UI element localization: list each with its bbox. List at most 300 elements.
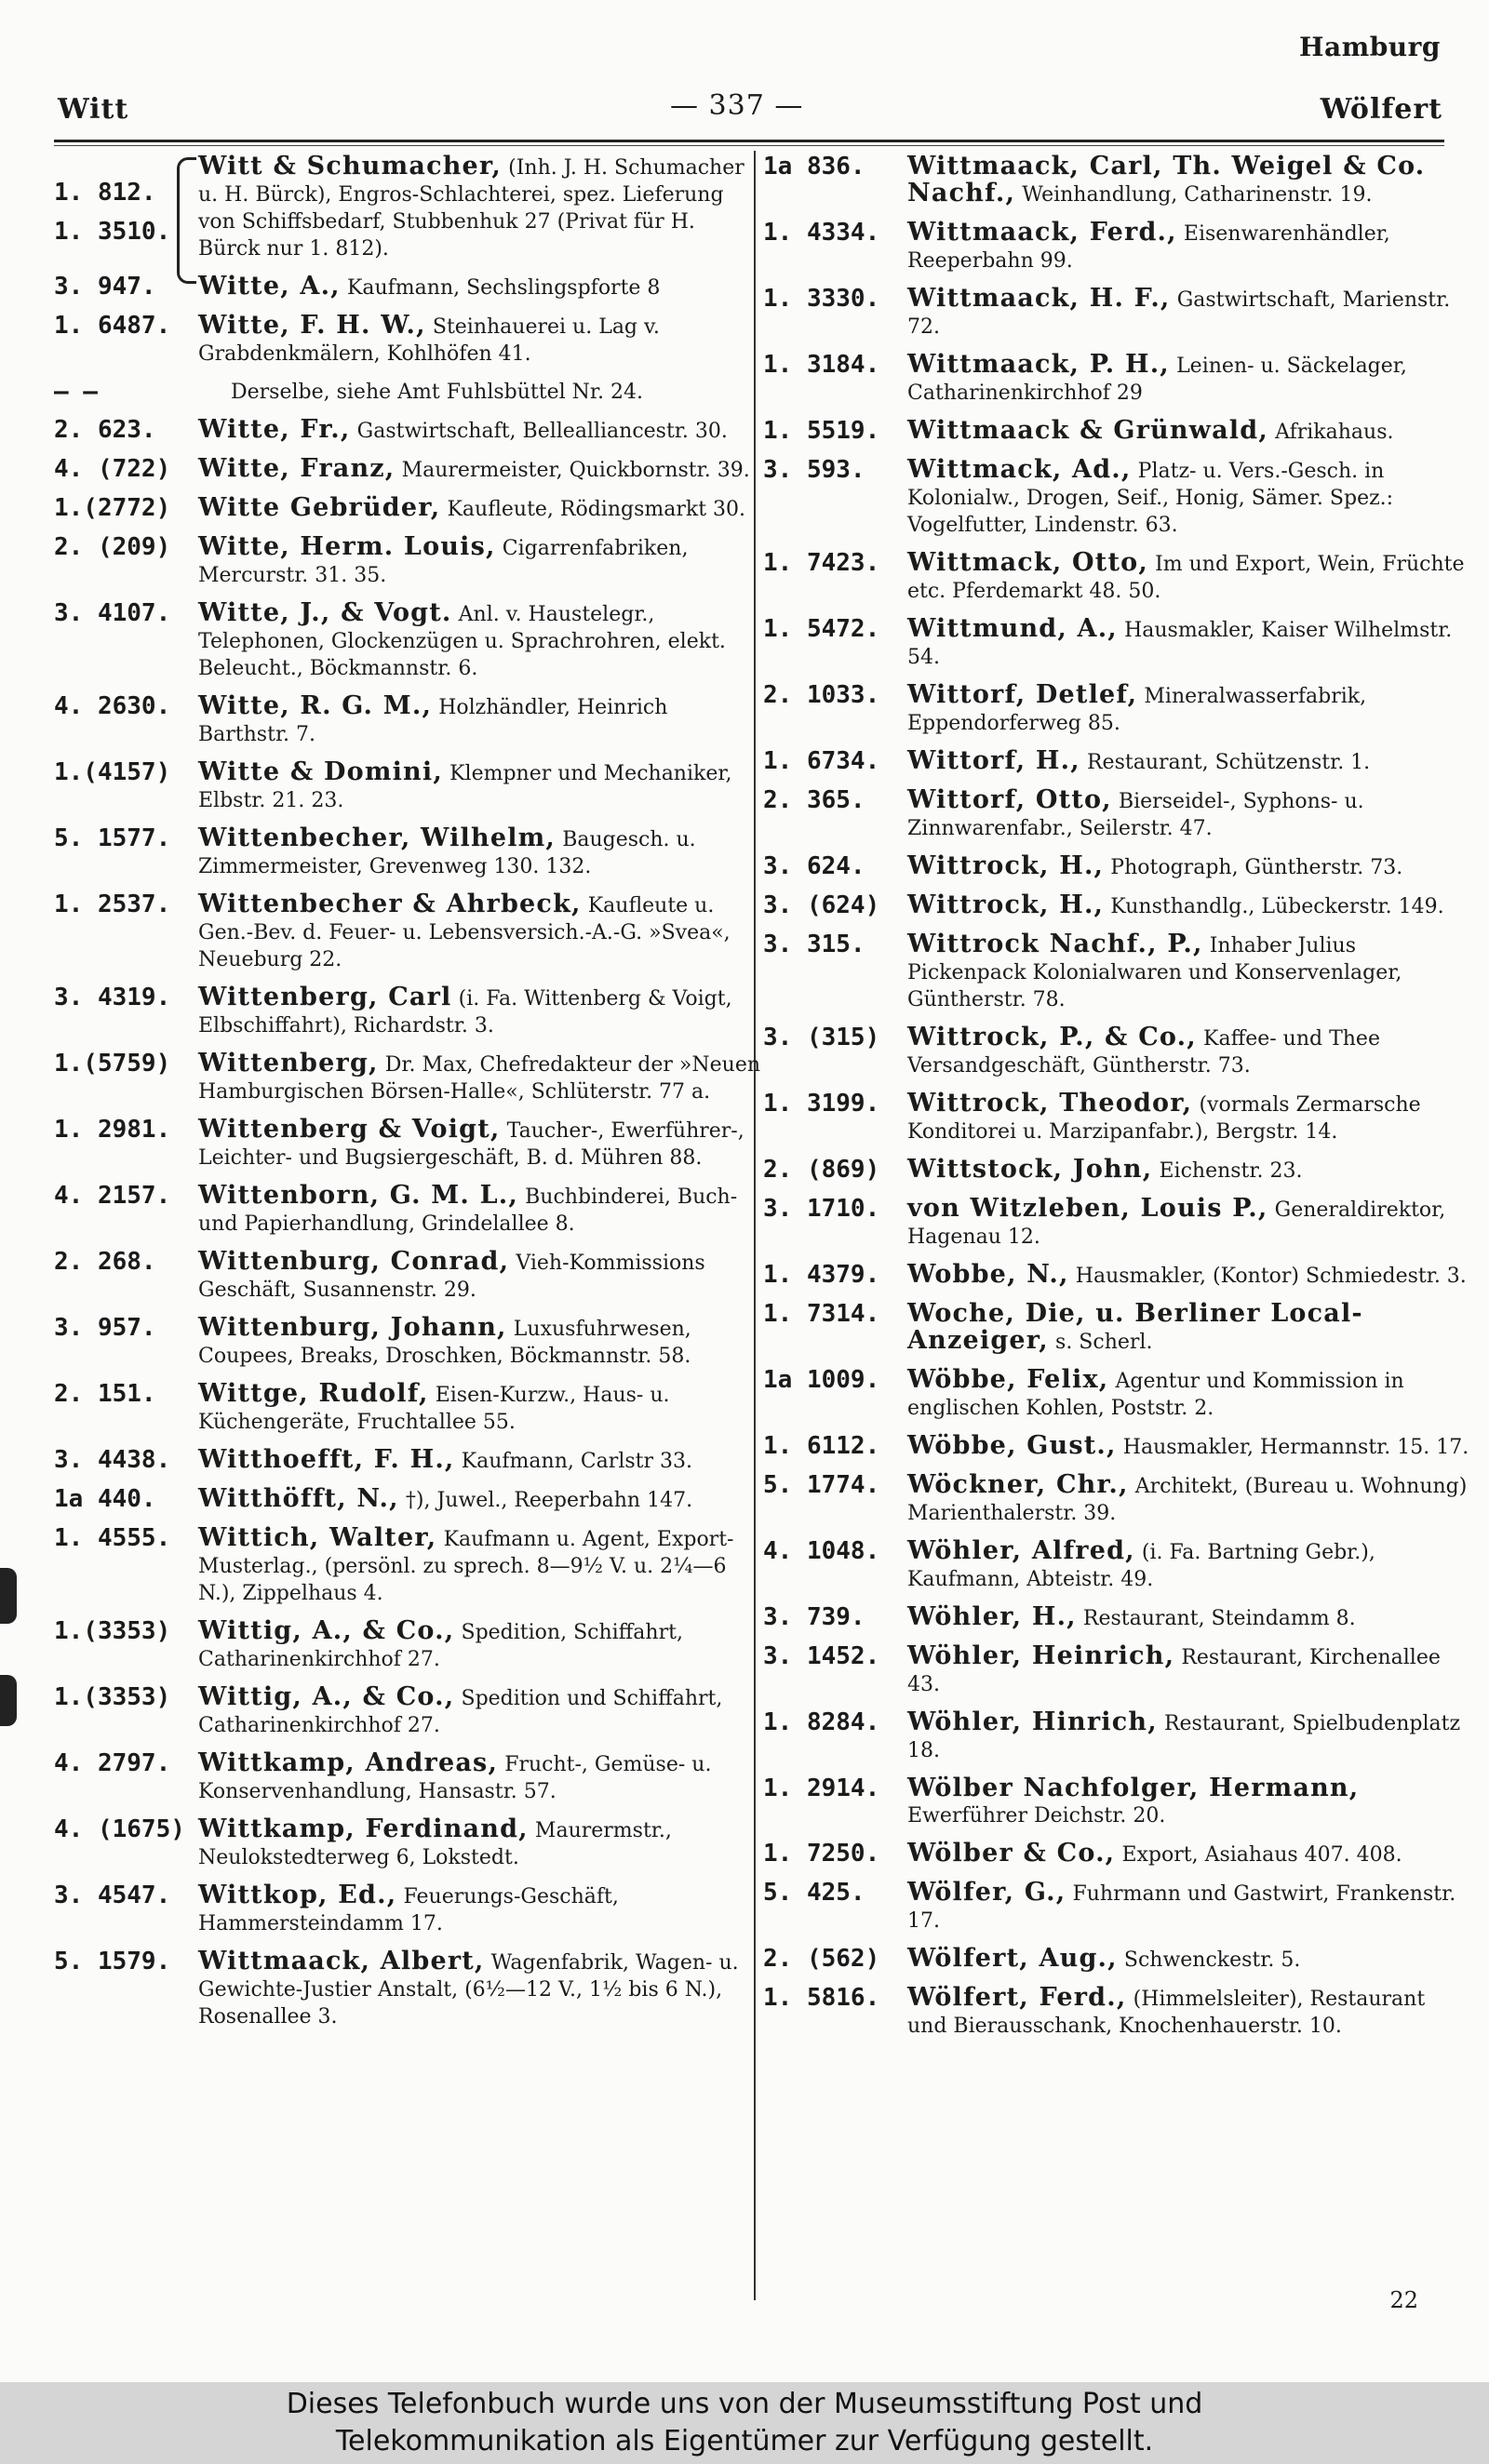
- subscriber-name: Wittge, Rudolf,: [198, 1379, 429, 1408]
- entry-text: [198, 417, 761, 445]
- entry-text: [198, 495, 761, 523]
- directory-entry: [54, 1447, 761, 1475]
- subscriber-name: Wittig, A., & Co.,: [198, 1616, 455, 1645]
- subscriber-details: Kaufmann, Sechslingspforte 8: [346, 276, 661, 300]
- directory-entry: [763, 418, 1470, 446]
- directory-entry: [54, 313, 761, 368]
- directory-entry: [763, 892, 1470, 920]
- subscriber-details: Luxusfuhrwesen, Coupees, Breaks, Droschken, Böckmannstr. 58.: [198, 1318, 691, 1368]
- directory-entry: [54, 1882, 761, 1937]
- directory-entry: [763, 682, 1470, 737]
- entry-text: [198, 154, 761, 262]
- phone-number: 4. 2630.: [54, 692, 171, 720]
- entry-text: [907, 1775, 1470, 1829]
- directory-entry: [54, 1816, 761, 1871]
- phone-number: 1. 8284.: [763, 1708, 880, 1736]
- subscriber-name: Wittrock, Theodor,: [907, 1089, 1193, 1118]
- phone-number: 5. 1577.: [54, 824, 171, 852]
- subscriber-name: Wittkamp, Andreas,: [198, 1748, 499, 1777]
- subscriber-name: Wittrock, H.,: [907, 891, 1105, 919]
- directory-entry: [54, 417, 761, 445]
- subscriber-details: (i. Fa. Bartning Gebr.), Kaufmann, Abteistr. 49.: [907, 1541, 1375, 1591]
- directory-entry: [763, 1709, 1470, 1764]
- subscriber-name: Wittmaack, Ferd.,: [907, 218, 1177, 247]
- directory-entry: [763, 352, 1470, 407]
- subscriber-name: Wittmaack, Albert,: [198, 1947, 485, 1975]
- phone-number: 1a 1009.: [763, 1366, 880, 1394]
- entry-text: [198, 1618, 761, 1673]
- subscriber-name: Wittorf, H.,: [907, 746, 1080, 775]
- phone-number: 1. 5519.: [763, 417, 880, 445]
- entry-text: [907, 1946, 1470, 1974]
- entry-text: [907, 1538, 1470, 1593]
- subscriber-name: Wöhler, Hinrich,: [907, 1707, 1158, 1736]
- entry-text: [907, 1709, 1470, 1764]
- directory-entry: [54, 1684, 761, 1739]
- right-column: [763, 154, 1470, 2051]
- phone-number: 1.(2772): [54, 494, 171, 522]
- subscriber-name: Wittrock Nachf., P.,: [907, 930, 1203, 958]
- brace-icon: [177, 157, 196, 284]
- entry-text: [907, 1262, 1470, 1290]
- subscriber-details: Kaufmann u. Agent, Export-Musterlag., (persönl. zu sprech. 8—9½ V. u. 2¼—6 N.), Zippelhaus 4.: [198, 1528, 734, 1605]
- directory-entry: [763, 1946, 1470, 1974]
- subscriber-details: Maurermstr., Neulokstedterweg 6, Lokstedt.: [198, 1819, 672, 1869]
- directory-entry: [54, 759, 761, 814]
- phone-number: 3. 4438.: [54, 1446, 171, 1474]
- subscriber-name: Wittstock, John,: [907, 1155, 1153, 1184]
- phone-number: 1.(3353): [54, 1683, 171, 1711]
- entry-text: [198, 1816, 761, 1871]
- directory-entry: [54, 456, 761, 484]
- subscriber-details: Architekt, (Bureau u. Wohnung) Marienthalerstr. 39.: [907, 1475, 1468, 1525]
- phone-number: 5. 1774.: [763, 1471, 880, 1499]
- subscriber-name: Witte, R. G. M.,: [198, 691, 433, 720]
- subscriber-details: Frucht-, Gemüse- u. Konservenhandlung, Hansastr. 57.: [198, 1753, 712, 1803]
- subscriber-name: Wittmund, A.,: [907, 614, 1118, 643]
- directory-entry: [763, 1091, 1470, 1145]
- subscriber-name: Wittenbecher & Ahrbeck,: [198, 890, 582, 918]
- entry-text: [198, 1117, 761, 1172]
- ownership-banner: [0, 2382, 1489, 2464]
- phone-number: 1. 2981.: [54, 1116, 171, 1144]
- entry-text: [907, 1433, 1470, 1461]
- subscriber-details: Leinen- u. Säckelager, Catharinenkirchhof 29: [907, 355, 1407, 405]
- banner-line-1: Dieses Telefonbuch wurde uns von der Museumsstiftung Post und: [286, 2388, 1203, 2420]
- phone-number: 4. 2797.: [54, 1749, 171, 1777]
- directory-entry: [763, 1472, 1470, 1527]
- phone-number-line: 1. 3510.: [54, 218, 171, 246]
- header-rule-thin: [54, 145, 1444, 146]
- phone-number: 3. (624): [763, 891, 880, 919]
- subscriber-name: Wittrock, H.,: [907, 851, 1105, 880]
- phone-number: 1. 5472.: [763, 615, 880, 643]
- directory-entry: [763, 1538, 1470, 1593]
- header-city: Hamburg: [1299, 32, 1441, 62]
- entry-text: [907, 1196, 1470, 1251]
- phone-number: 3. 4319.: [54, 984, 171, 1011]
- directory-entry: [763, 1604, 1470, 1632]
- subscriber-name: Witt & Schumacher,: [198, 152, 502, 181]
- subscriber-details: Eichenstr. 23.: [1159, 1159, 1303, 1183]
- directory-entry: [54, 1117, 761, 1172]
- phone-number: — —: [54, 378, 98, 406]
- entry-text: [198, 1882, 761, 1937]
- entry-text: [907, 1643, 1470, 1698]
- subscriber-name: Wölfert, Ferd.,: [907, 1983, 1127, 2012]
- subscriber-name: Wittkamp, Ferdinand,: [198, 1815, 529, 1843]
- subscriber-details: Spedition, Schiffahrt, Catharinenkirchhof 27.: [198, 1621, 683, 1671]
- subscriber-details: Kaufleute u. Gen.-Bev. d. Feuer- u. Lebensversich.-A.-G. »Svea«, Neueburg 22.: [198, 894, 731, 971]
- entry-text: [198, 274, 761, 301]
- entry-text: [907, 1841, 1470, 1868]
- entry-text: [907, 1880, 1470, 1935]
- phone-number: 2. (562): [763, 1945, 880, 1973]
- directory-entry: [763, 1196, 1470, 1251]
- subscriber-name: Witte, A.,: [198, 272, 341, 301]
- phone-number: 1. 6734.: [763, 747, 880, 775]
- phone-number: 3. 957.: [54, 1314, 156, 1342]
- subscriber-details: Buchbinderei, Buch- und Papierhandlung, Grindelallee 8.: [198, 1185, 738, 1236]
- subscriber-name: Wöbbe, Felix,: [907, 1365, 1109, 1394]
- subscriber-details: Agentur und Kommission in englischen Kohlen, Poststr. 2.: [907, 1370, 1404, 1420]
- entry-text: [907, 1024, 1470, 1079]
- entry-text: [198, 379, 761, 406]
- directory-entry: [763, 1024, 1470, 1079]
- directory-entry: [763, 787, 1470, 842]
- phone-number: 1a 440.: [54, 1485, 156, 1513]
- phone-number: 1. 3199.: [763, 1090, 880, 1118]
- subscriber-details: (vormals Zermarsche Konditorei u. Marzipanfabr.), Bergstr. 14.: [907, 1093, 1421, 1144]
- phone-number: 3. 4547.: [54, 1881, 171, 1909]
- edge-mark: [0, 1675, 17, 1726]
- subscriber-details: Gastwirtschaft, Bellealliancestr. 30.: [356, 420, 728, 443]
- entry-text: [198, 1183, 761, 1238]
- edge-mark: [0, 1568, 17, 1624]
- subscriber-details: Klempner und Mechaniker, Elbstr. 21. 23.: [198, 762, 732, 812]
- subscriber-name: Wölfert, Aug.,: [907, 1944, 1118, 1973]
- subscriber-details: Bierseidel-, Syphons- u. Zinnwarenfabr., Seilerstr. 47.: [907, 790, 1364, 840]
- phone-number: 3. 1710.: [763, 1195, 880, 1223]
- directory-entry: [54, 274, 761, 301]
- entry-text: [198, 1051, 761, 1105]
- entry-text: [198, 1948, 761, 2030]
- subscriber-name: Witte, Herm. Louis,: [198, 532, 496, 561]
- directory-entry: [763, 286, 1470, 341]
- subscriber-details: Export, Asiahaus 407. 408.: [1121, 1843, 1402, 1867]
- directory-entry: [763, 853, 1470, 881]
- directory-entry: [54, 1249, 761, 1304]
- directory-entry: [763, 1157, 1470, 1185]
- directory-entry: [763, 1433, 1470, 1461]
- entry-text: [198, 1486, 761, 1514]
- phone-number: 4. (1675): [54, 1815, 185, 1843]
- entry-text: [198, 1684, 761, 1739]
- entry-text: [907, 892, 1470, 920]
- entry-text: [198, 693, 761, 748]
- directory-entry: [763, 1367, 1470, 1422]
- entry-text: [198, 1750, 761, 1805]
- phone-number: 3. 739.: [763, 1603, 865, 1631]
- directory-entry: [54, 1486, 761, 1514]
- phone-number: 3. (315): [763, 1024, 880, 1051]
- subscriber-name: Wöckner, Chr.,: [907, 1470, 1129, 1499]
- left-column: [54, 154, 761, 2042]
- phone-number: 1. 7314.: [763, 1300, 880, 1328]
- entry-text: [907, 1604, 1470, 1632]
- subscriber-details: Hausmakler, Hermannstr. 15. 17.: [1122, 1436, 1469, 1459]
- entry-text: [907, 550, 1470, 605]
- subscriber-name: Witthöfft, N.,: [198, 1484, 399, 1513]
- subscriber-name: Wittmaack, P. H.,: [907, 350, 1170, 379]
- directory-entry: [54, 379, 761, 406]
- phone-number: 1.(4157): [54, 758, 171, 786]
- subscriber-name: Wittmack, Ad.,: [907, 455, 1132, 484]
- subscriber-details: Photograph, Güntherstr. 73.: [1110, 856, 1403, 879]
- subscriber-details: Taucher-, Ewerführer-, Leichter- und Bugsiergeschäft, B. d. Mühren 88.: [198, 1119, 744, 1170]
- entry-text: [907, 418, 1470, 446]
- directory-entry: [54, 600, 761, 682]
- subscriber-name: Witte Gebrüder,: [198, 493, 441, 522]
- entry-text: [198, 1447, 761, 1475]
- header-last-name: Wölfert: [1320, 93, 1442, 126]
- subscriber-details: Kaufmann, Carlstr 33.: [461, 1450, 692, 1473]
- subscriber-name: von Witzleben, Louis P.,: [907, 1194, 1268, 1223]
- directory-entry: [54, 1948, 761, 2030]
- subscriber-name: Wittenborn, G. M. L.,: [198, 1181, 518, 1210]
- phone-number: 3. 4107.: [54, 599, 171, 627]
- subscriber-details: Holzhändler, Heinrich Barthstr. 7.: [198, 696, 668, 746]
- subscriber-name: Witte & Domini,: [198, 757, 443, 786]
- phone-number: 2. 365.: [763, 786, 865, 814]
- directory-entry: [763, 748, 1470, 776]
- directory-entry: [763, 931, 1470, 1013]
- directory-entry: [763, 457, 1470, 539]
- phone-number: 1. 6112.: [763, 1432, 880, 1460]
- subscriber-name: Witte, Fr.,: [198, 415, 351, 444]
- directory-entry: [763, 220, 1470, 275]
- directory-entry: [54, 1051, 761, 1105]
- subscriber-name: Wittig, A., & Co.,: [198, 1682, 455, 1711]
- directory-entry: [54, 825, 761, 880]
- subscriber-name: Wobbe, N.,: [907, 1260, 1069, 1289]
- subscriber-details: Eisen-Kurzw., Haus- u. Küchengeräte, Fruchtallee 55.: [198, 1384, 670, 1434]
- phone-number: 3. 947.: [54, 273, 156, 301]
- directory-entry: [54, 693, 761, 748]
- directory-entry: [763, 1841, 1470, 1868]
- subscriber-name: Witte, J., & Vogt.: [198, 598, 452, 627]
- phone-number: 1. 4334.: [763, 219, 880, 247]
- phone-number: 2. 623.: [54, 416, 156, 444]
- subscriber-name: Wöhler, H.,: [907, 1602, 1077, 1631]
- subscriber-details: Restaurant, Schützenstr. 1.: [1086, 751, 1371, 774]
- subscriber-name: Wittkop, Ed.,: [198, 1881, 397, 1909]
- subscriber-details: Feuerungs-Geschäft, Hammersteindamm 17.: [198, 1885, 619, 1935]
- directory-entry: [54, 1750, 761, 1805]
- subscriber-details: Kaufleute, Rödingsmarkt 30.: [447, 498, 746, 521]
- entry-text: [907, 748, 1470, 776]
- subscriber-details: Cigarrenfabriken, Mercurstr. 31. 35.: [198, 537, 689, 587]
- entry-text: [907, 787, 1470, 842]
- subscriber-details: Baugesch. u. Zimmermeister, Grevenweg 130. 132.: [198, 828, 696, 878]
- subscriber-name: Wittmaack, Carl, Th. Weigel & Co. Nachf.,: [907, 152, 1426, 208]
- entry-text: [907, 220, 1470, 275]
- phone-number: 1. 4555.: [54, 1524, 171, 1552]
- phone-number: 1. 4379.: [763, 1261, 880, 1289]
- subscriber-details: Inhaber Julius Pickenpack Kolonialwaren und Konservenlager, Güntherstr. 78.: [907, 934, 1402, 1011]
- phone-number: 3. 315.: [763, 931, 865, 958]
- subscriber-details: s. Scherl.: [1055, 1331, 1153, 1354]
- subscriber-name: Wölfer, G.,: [907, 1878, 1066, 1907]
- subscriber-name: Wittorf, Otto,: [907, 785, 1112, 814]
- subscriber-name: Wölber & Co.,: [907, 1839, 1116, 1868]
- subscriber-details: Afrikahaus.: [1275, 421, 1394, 444]
- subscriber-details: Hausmakler, (Kontor) Schmiedestr. 3.: [1075, 1265, 1467, 1288]
- directory-entry: [763, 616, 1470, 671]
- subscriber-name: Witthoefft, F. H.,: [198, 1445, 455, 1474]
- subscriber-name: Witte, Franz,: [198, 454, 396, 483]
- entry-text: [907, 1985, 1470, 2040]
- phone-number: 4. 1048.: [763, 1537, 880, 1565]
- entry-text: [907, 1157, 1470, 1185]
- subscriber-details: Eisenwarenhändler, Reeperbahn 99.: [907, 222, 1390, 273]
- subscriber-details: Vieh-Kommissions Geschäft, Susannenstr. 29.: [198, 1252, 705, 1302]
- entry-text: [198, 1249, 761, 1304]
- entry-text: [907, 1091, 1470, 1145]
- signature-number: 22: [1389, 2287, 1418, 2313]
- subscriber-details: Ewerführer Deichstr. 20.: [907, 1804, 1166, 1828]
- entry-text: [198, 825, 761, 880]
- subscriber-name: Wittenberg,: [198, 1049, 379, 1078]
- directory-entry: [54, 891, 761, 973]
- phone-number: 5. 1579.: [54, 1948, 171, 1975]
- subscriber-details: Hausmakler, Kaiser Wilhelmstr. 54.: [907, 619, 1453, 669]
- entry-text: [198, 984, 761, 1039]
- subscriber-details: (Himmelsleiter), Restaurant und Bierausschank, Knochenhauerstr. 10.: [907, 1988, 1426, 2038]
- subscriber-details: Fuhrmann und Gastwirt, Frankenstr. 17.: [907, 1882, 1456, 1933]
- entry-text: [907, 457, 1470, 539]
- entry-text: [907, 682, 1470, 737]
- phone-number: 1. 7423.: [763, 549, 880, 577]
- directory-entry: [54, 1618, 761, 1673]
- phone-number: 1. 2914.: [763, 1774, 880, 1802]
- subscriber-details: Derselbe, siehe Amt Fuhlsbüttel Nr. 24.: [231, 381, 643, 404]
- phone-number: 1. 3330.: [763, 285, 880, 313]
- directory-entry: [763, 1301, 1470, 1356]
- directory-entry: [763, 1985, 1470, 2040]
- phone-number: 2. 151.: [54, 1380, 156, 1408]
- phone-number: 1.(5759): [54, 1050, 171, 1078]
- directory-entry: [763, 1880, 1470, 1935]
- subscriber-name: Wöbbe, Gust.,: [907, 1431, 1117, 1460]
- subscriber-details: Anl. v. Haustelegr., Telephonen, Glockenzügen u. Sprachrohren, elekt. Beleucht., Böckmannstr. 6.: [198, 603, 726, 680]
- entry-text: [198, 456, 761, 484]
- subscriber-name: Wittenberg & Voigt,: [198, 1115, 501, 1144]
- subscriber-details: Spedition und Schiffahrt, Catharinenkirchhof 27.: [198, 1687, 723, 1737]
- subscriber-name: Wittmaack & Grünwald,: [907, 416, 1268, 445]
- subscriber-details: Dr. Max, Chefredakteur der »Neuen Hamburgischen Börsen-Halle«, Schlüterstr. 77 a.: [198, 1053, 761, 1104]
- subscriber-name: Wölber Nachfolger, Hermann,: [907, 1774, 1360, 1802]
- subscriber-details: Wagenfabrik, Wagen- u. Gewichte-Justier Anstalt, (6½—12 V., 1½ bis 6 N.), Rosenallee 3.: [198, 1951, 739, 2029]
- subscriber-details: Weinhandlung, Catharinenstr. 19.: [1022, 183, 1373, 207]
- subscriber-name: Wittorf, Detlef,: [907, 680, 1138, 709]
- phone-number: 1. 3184.: [763, 351, 880, 379]
- phone-number: 1. 5816.: [763, 1984, 880, 2012]
- entry-text: [198, 1525, 761, 1607]
- header-page-number: — 337 —: [670, 89, 804, 122]
- directory-entry: [763, 1775, 1470, 1829]
- directory-entry: [763, 550, 1470, 605]
- phone-number: 3. 593.: [763, 456, 865, 484]
- subscriber-name: Wittmaack, H. F.,: [907, 284, 1171, 313]
- header-rule: [54, 140, 1444, 142]
- subscriber-details: (i. Fa. Wittenberg & Voigt, Elbschiffahrt), Richardstr. 3.: [198, 987, 732, 1038]
- phone-number: 3. 1452.: [763, 1642, 880, 1670]
- subscriber-details: Restaurant, Steindamm 8.: [1082, 1607, 1356, 1630]
- subscriber-details: Im und Export, Wein, Früchte etc. Pferdemarkt 48. 50.: [907, 553, 1465, 603]
- subscriber-details: Schwenckestr. 5.: [1123, 1948, 1301, 1972]
- entry-text: [198, 891, 761, 973]
- phone-number: 2. 1033.: [763, 681, 880, 709]
- subscriber-name: Wittenburg, Johann,: [198, 1313, 507, 1342]
- banner-line-2: Telekommunikation als Eigentümer zur Verfügung gestellt.: [335, 2425, 1154, 2457]
- directory-entry: [54, 495, 761, 523]
- phone-number-line: 1. 812.: [54, 179, 156, 207]
- entry-text: [198, 600, 761, 682]
- directory-entry: [763, 1643, 1470, 1698]
- subscriber-details: Maurermeister, Quickbornstr. 39.: [401, 459, 750, 482]
- phone-number: 1. 2537.: [54, 891, 171, 918]
- subscriber-details: Restaurant, Kirchenallee 43.: [907, 1646, 1441, 1696]
- entry-text: [198, 759, 761, 814]
- entry-text: [198, 1381, 761, 1436]
- entry-text: [198, 1315, 761, 1370]
- entry-text: [907, 1472, 1470, 1527]
- subscriber-details: Platz- u. Vers.-Gesch. in Kolonialw., Drogen, Seif., Honig, Sämer. Spez.: Vogelfutter, Lindenstr. 63.: [907, 460, 1394, 537]
- entry-text: [907, 286, 1470, 341]
- directory-entry: [54, 154, 761, 262]
- header-first-name: Witt: [58, 93, 129, 126]
- phone-number: 5. 425.: [763, 1879, 865, 1907]
- directory-entry: [54, 1381, 761, 1436]
- subscriber-details: Generaldirektor, Hagenau 12.: [907, 1199, 1446, 1249]
- subscriber-details: †), Juwel., Reeperbahn 147.: [405, 1489, 693, 1512]
- subscriber-name: Woche, Die, u. Berliner Local-Anzeiger,: [907, 1299, 1363, 1355]
- phone-number: 1. 6487.: [54, 312, 171, 340]
- phone-number: [54, 154, 184, 245]
- entry-text: [907, 616, 1470, 671]
- subscriber-details: Kunsthandlg., Lübeckerstr. 149.: [1110, 895, 1444, 918]
- phone-number: 2. 268.: [54, 1248, 156, 1276]
- phone-number: 1.(3353): [54, 1617, 171, 1645]
- phone-number: 2. (869): [763, 1156, 880, 1184]
- subscriber-details: (Inh. J. H. Schumacher u. H. Bürck), Engros-Schlachterei, spez. Lieferung von Schiffsbedarf, Stubbenhuk 27 (Privat für H. Bürck nur 1. 812).: [198, 156, 744, 261]
- entry-text: [907, 853, 1470, 881]
- directory-entry: [54, 1315, 761, 1370]
- subscriber-details: Steinhauerei u. Lag v. Grabdenkmälern, Kohlhöfen 41.: [198, 315, 660, 366]
- subscriber-details: Mineralwasserfabrik, Eppendorferweg 85.: [907, 685, 1367, 735]
- subscriber-name: Wittenburg, Conrad,: [198, 1247, 510, 1276]
- subscriber-details: Gastwirtschaft, Marienstr. 72.: [907, 288, 1451, 339]
- directory-entry: [763, 1262, 1470, 1290]
- directory-entry: [54, 534, 761, 589]
- entry-text: [907, 1367, 1470, 1422]
- directory-entry: [54, 1183, 761, 1238]
- subscriber-details: Restaurant, Spielbudenplatz 18.: [907, 1712, 1461, 1762]
- phone-number: 1a 836.: [763, 153, 865, 181]
- entry-text: [198, 534, 761, 589]
- entry-text: [907, 931, 1470, 1013]
